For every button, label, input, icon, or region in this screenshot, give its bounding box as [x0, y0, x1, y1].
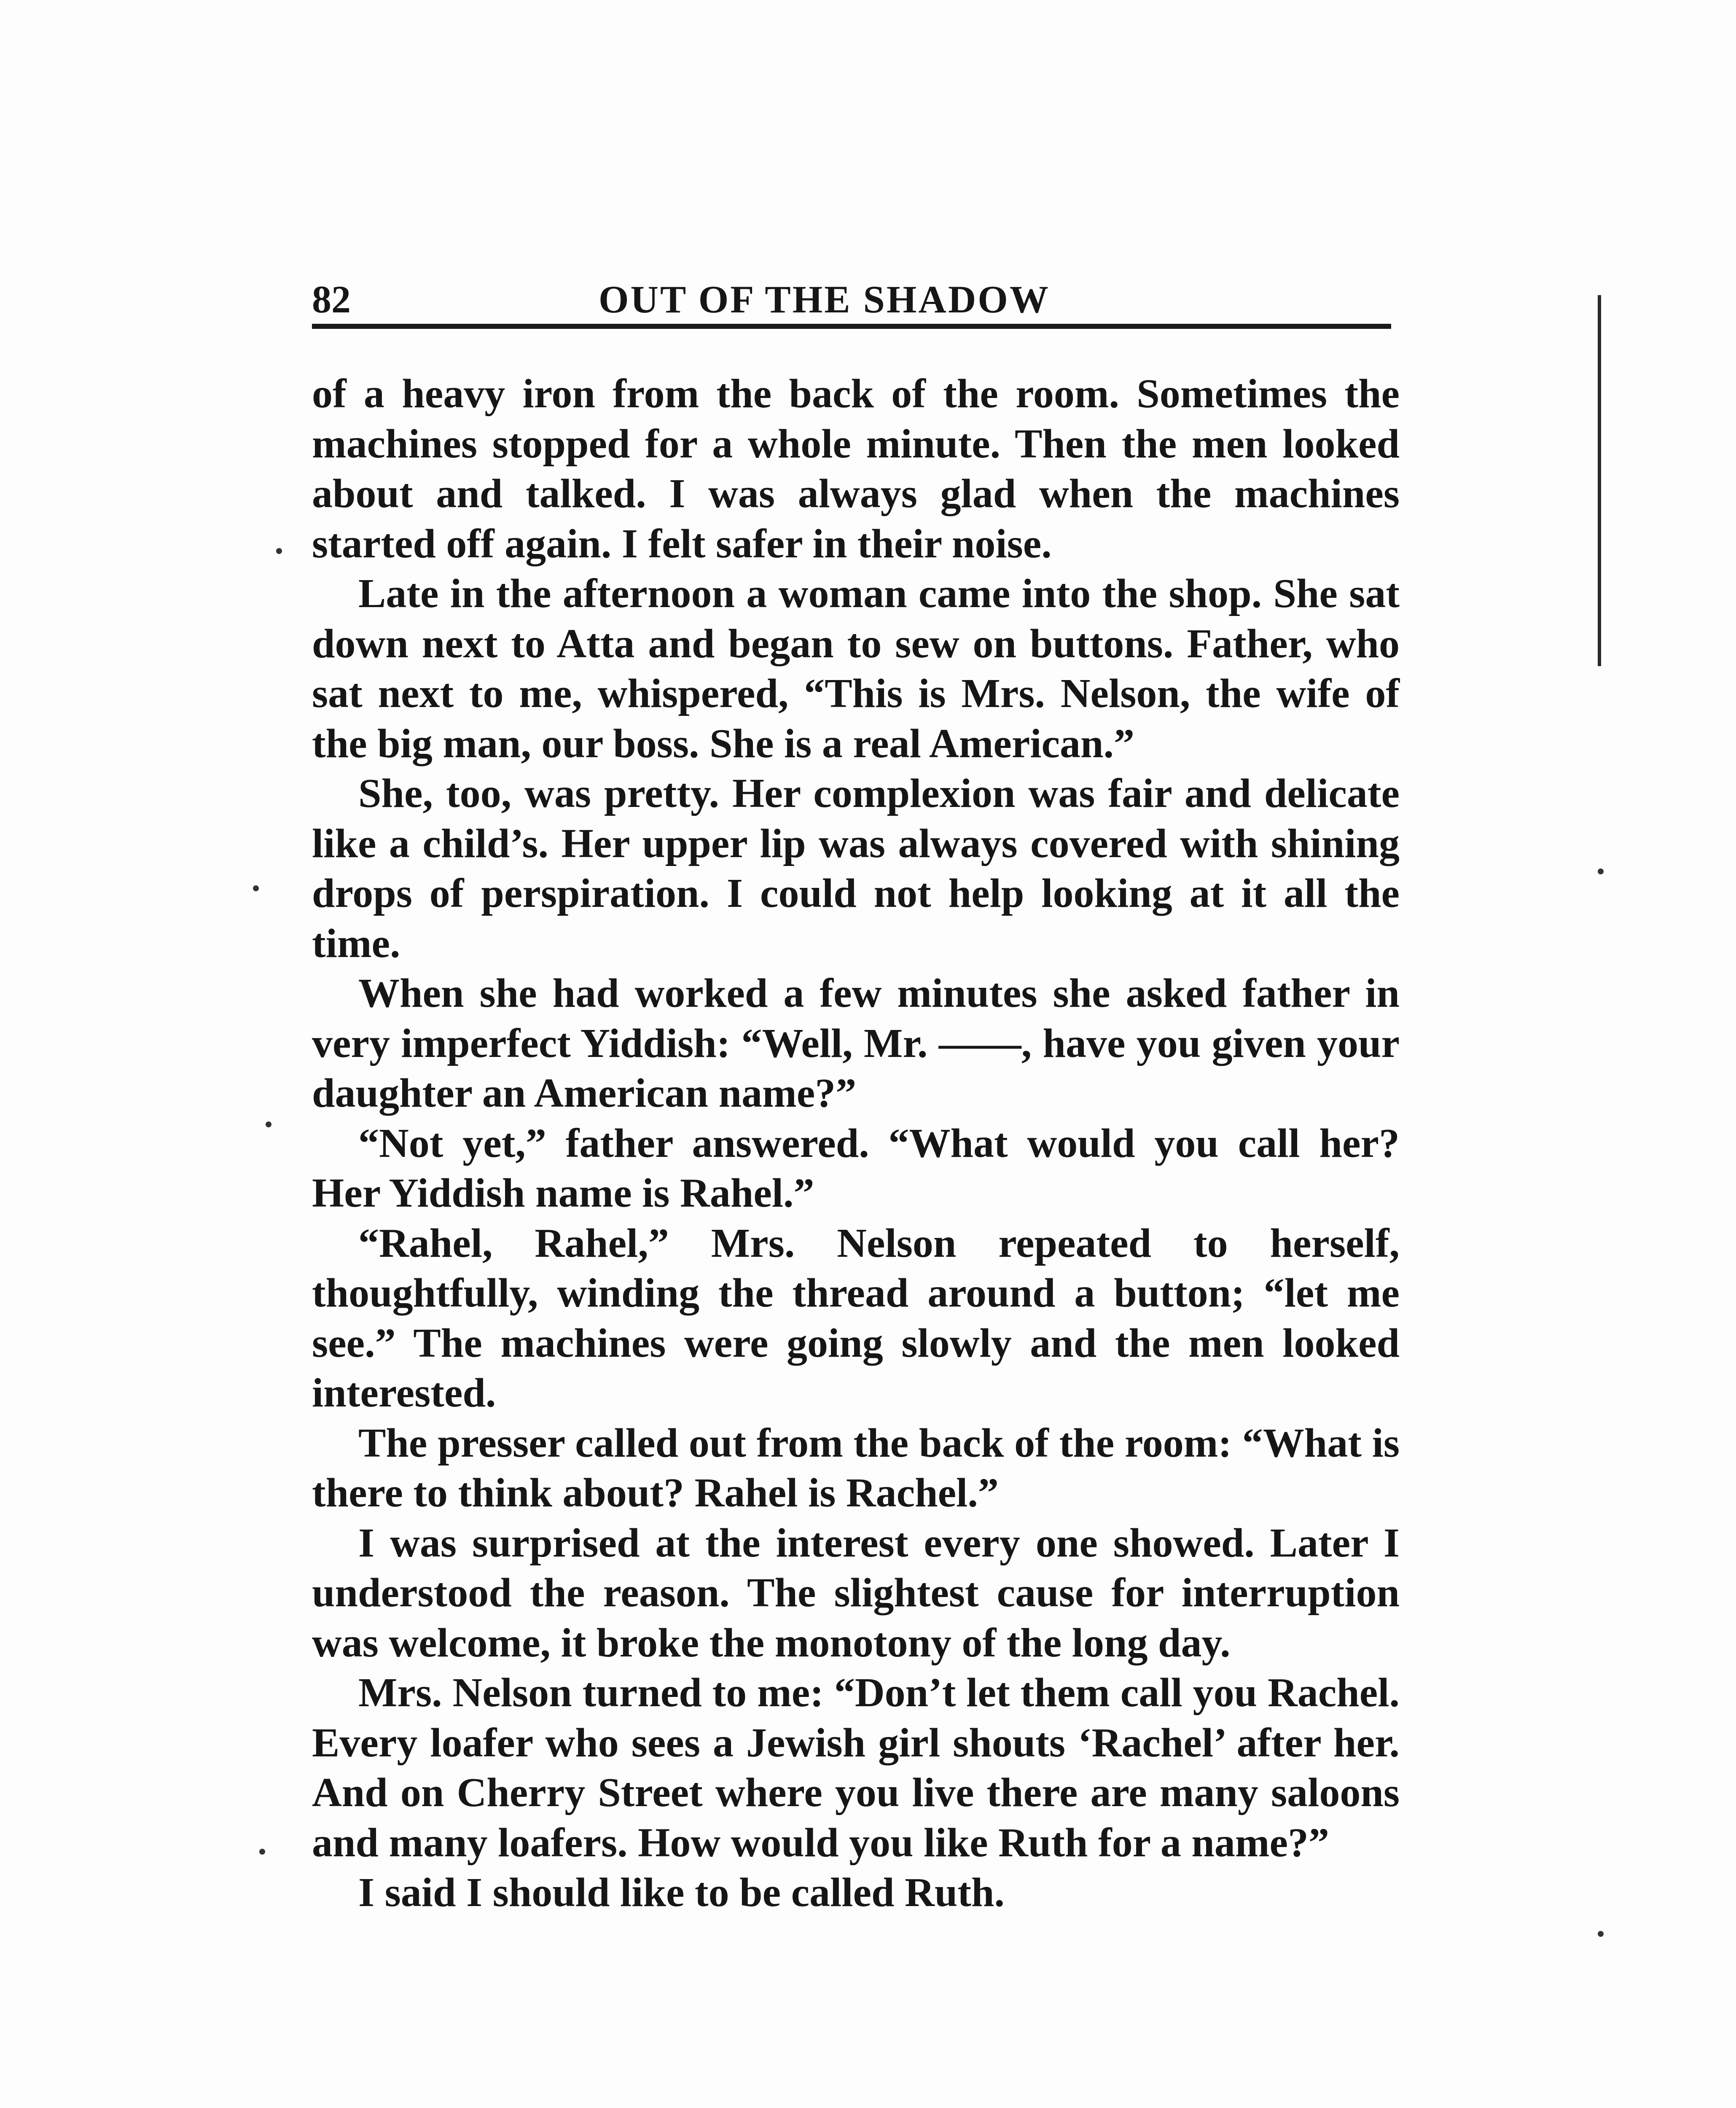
page-number: 82 — [312, 278, 351, 321]
paragraph: “Not yet,” father answered. “What would you call her? Her Yiddish name is Rahel.” — [312, 1120, 1400, 1216]
scan-speck — [276, 548, 282, 554]
scan-speck — [259, 1849, 265, 1855]
paragraph: She, too, was pretty. Her complexion was fair and delicate like a child’s. Her upper lip was always covered with shining drops of perspiration. I could not help looking at it all the time. — [312, 771, 1400, 966]
paragraph: I was surprised at the interest every one showed. Later I understood the reason. The slightest cause for interruption was welcome, it broke the monotony of the long day. — [312, 1520, 1400, 1666]
scan-speck — [1598, 868, 1604, 874]
scan-speck — [253, 885, 259, 891]
page-header — [312, 270, 1391, 329]
running-head: OUT OF THE SHADOW — [599, 278, 1050, 321]
paragraph: I said I should like to be called Ruth. — [358, 1870, 1005, 1915]
body-text — [312, 369, 1400, 1918]
paragraph: of a heavy iron from the back of the room. Sometimes the machines stopped for a whole minute. Then the men looked about and talked. I was always glad when the machines started off again. I felt safer in their noise. — [312, 371, 1400, 567]
paragraph: “Rahel, Rahel,” Mrs. Nelson repeated to herself, thoughtfully, winding the thread around a button; “let me see.” The machines were going slowly and the men looked interested. — [312, 1220, 1400, 1416]
scan-speck — [266, 1121, 271, 1127]
scan-margin-rule — [1598, 295, 1601, 666]
paragraph: When she had worked a few minutes she asked father in very imperfect Yiddish: “Well, Mr. ——, have you given your daughter an American name?” — [312, 971, 1400, 1116]
paragraph: Late in the afternoon a woman came into the shop. She sat down next to Atta and began to sew on buttons. Father, who sat next to me, whispered, “This is Mrs. Nelson, the wife of the big man, our boss. She is a real American.” — [312, 571, 1400, 766]
paragraph: The presser called out from the back of the room: “What is there to think about? Rahel is Rachel.” — [312, 1420, 1400, 1516]
paragraph: Mrs. Nelson turned to me: “Don’t let them call you Rachel. Every loafer who sees a Jewish girl shouts ‘Rachel’ after her. And on Cherry Street where you live there are many saloons and many loafers. How would you like Ruth for a name?” — [312, 1670, 1400, 1866]
scan-speck — [1598, 1931, 1604, 1937]
